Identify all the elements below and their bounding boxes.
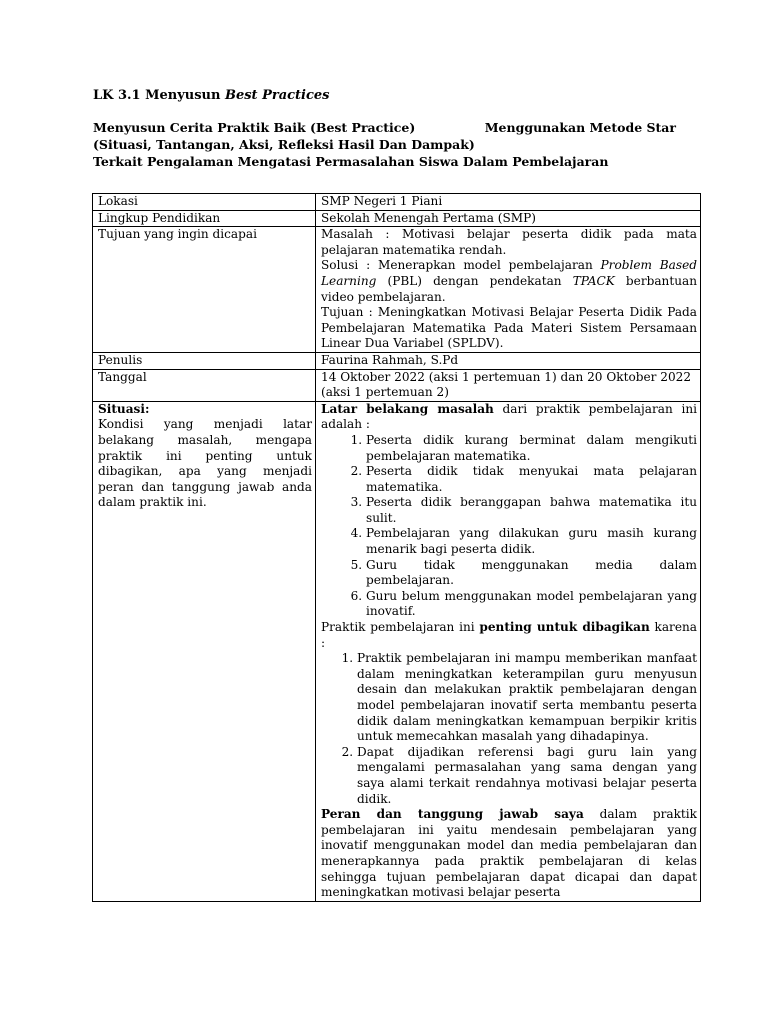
penting-pre: Praktik pembelajaran ini	[321, 620, 475, 635]
row-lingkup	[93, 210, 701, 227]
page-title	[93, 88, 330, 103]
value-tanggal: 14 Oktober 2022 (aksi 1 pertemuan 1) dan 20 Oktober 2022 (aksi 1 pertemuan 2)	[316, 369, 701, 401]
row-tanggal	[93, 369, 701, 401]
title-italic: Best Practices	[224, 88, 330, 103]
row-lokasi	[93, 194, 701, 211]
latar-list	[321, 433, 697, 620]
subtitle-line-1-right: Menggunakan Metode Star	[484, 120, 676, 135]
row-penulis	[93, 352, 701, 369]
label-tanggal: Tanggal	[93, 369, 316, 401]
situasi-description: Kondisi yang menjadi latar belakang masalah, mengapa praktik ini penting untuk dibagikan, apa yang menjadi peran dan tanggung jawab anda dalam praktik ini.	[98, 417, 312, 510]
label-penulis: Penulis	[93, 352, 316, 369]
best-practice-table	[92, 193, 701, 902]
list-item: 3. Peserta didik beranggapan bahwa matematika itu sulit.	[366, 495, 697, 526]
penting-post: karena :	[321, 620, 697, 650]
value-lokasi: SMP Negeri 1 Piani	[316, 194, 701, 211]
value-tujuan	[316, 227, 701, 353]
tujuan-tujuan: Tujuan : Meningkatkan Motivasi Belajar Peserta Didik Pada Pembelajaran Matematika Pada Materi Sistem Persamaan Linear Dua Variabel (SPLDV).	[321, 305, 697, 351]
value-lingkup: Sekolah Menengah Pertama (SMP)	[316, 210, 701, 227]
subtitle-line-1	[93, 119, 676, 136]
solusi-tpack: TPACK	[572, 273, 615, 288]
latar-intro	[321, 402, 697, 433]
label-tujuan: Tujuan yang ingin dicapai	[93, 227, 316, 353]
tujuan-masalah: Masalah : Motivasi belajar peserta didik pada mata pelajaran matematika rendah.	[321, 227, 697, 257]
document-subtitle	[93, 119, 676, 170]
list-item: 1. Peserta didik kurang berminat dalam mengikuti pembelajaran matematika.	[366, 433, 697, 464]
subtitle-line-2: (Situasi, Tantangan, Aksi, Refleksi Hasil Dan Dampak)	[93, 137, 475, 152]
list-item: 4. Pembelajaran yang dilakukan guru masih kurang menarik bagi peserta didik.	[366, 526, 697, 557]
label-situasi-cell	[93, 401, 316, 901]
list-item: 6. Guru belum menggunakan model pembelajaran yang inovatif.	[366, 589, 697, 620]
peran-paragraph	[321, 807, 697, 901]
list-item: 1. Praktik pembelajaran ini mampu memberikan manfaat dalam meningkatkan keterampilan guru menyusun desain dan melakukan praktik pembelajaran dengan model pembelajaran inovatif serta membantu peserta didik dalam meningkatkan kemampuan berpikir kritis untuk memecahkan masalah yang dihadapinya.	[357, 651, 697, 745]
latar-rest: dari praktik pembelajaran ini adalah :	[321, 401, 697, 432]
solusi-mid: (PBL) dengan pendekatan	[387, 273, 562, 288]
solusi-pbl: Problem Based Learning	[321, 258, 697, 288]
latar-bold: Latar belakang masalah	[321, 401, 494, 416]
value-penulis: Faurina Rahmah, S.Pd	[316, 352, 701, 369]
value-situasi	[316, 401, 701, 901]
label-lokasi: Lokasi	[93, 194, 316, 211]
penting-bold: penting untuk dibagikan	[479, 620, 650, 635]
list-item: 2. Peserta didik tidak menyukai mata pelajaran matematika.	[366, 464, 697, 495]
title-prefix: LK 3.1 Menyusun	[93, 88, 221, 103]
list-item: 5. Guru tidak menggunakan media dalam pembelajaran.	[366, 558, 697, 589]
penting-intro	[321, 620, 697, 651]
peran-bold: Peran dan tanggung jawab saya	[321, 807, 584, 822]
penting-list	[321, 651, 697, 807]
label-lingkup: Lingkup Pendidikan	[93, 210, 316, 227]
solusi-post: berbantuan video pembelajaran.	[321, 273, 697, 304]
row-tujuan	[93, 227, 701, 353]
subtitle-line-1-left: Menyusun Cerita Praktik Baik (Best Practice)	[93, 120, 416, 135]
row-situasi	[93, 401, 701, 901]
list-item: 2. Dapat dijadikan referensi bagi guru lain yang mengalami permasalahan yang sama dengan yang saya alami terkait rendahnya motivasi belajar peserta didik.	[357, 745, 697, 807]
peran-rest: dalam praktik pembelajaran ini yaitu mendesain pembelajaran yang inovatif menggunakan model dan media pembelajaran dan menerapkannya pada praktik pembelajaran di kelas sehingga tujuan pembelajaran dapat dicapai dan dapat meningkatkan motivasi belajar peserta	[321, 807, 697, 900]
subtitle-line-3: Terkait Pengalaman Mengatasi Permasalahan Siswa Dalam Pembelajaran	[93, 154, 609, 169]
tujuan-solusi	[321, 258, 697, 305]
solusi-pre: Solusi : Menerapkan model pembelajaran	[321, 258, 593, 273]
situasi-label: Situasi:	[98, 401, 150, 416]
